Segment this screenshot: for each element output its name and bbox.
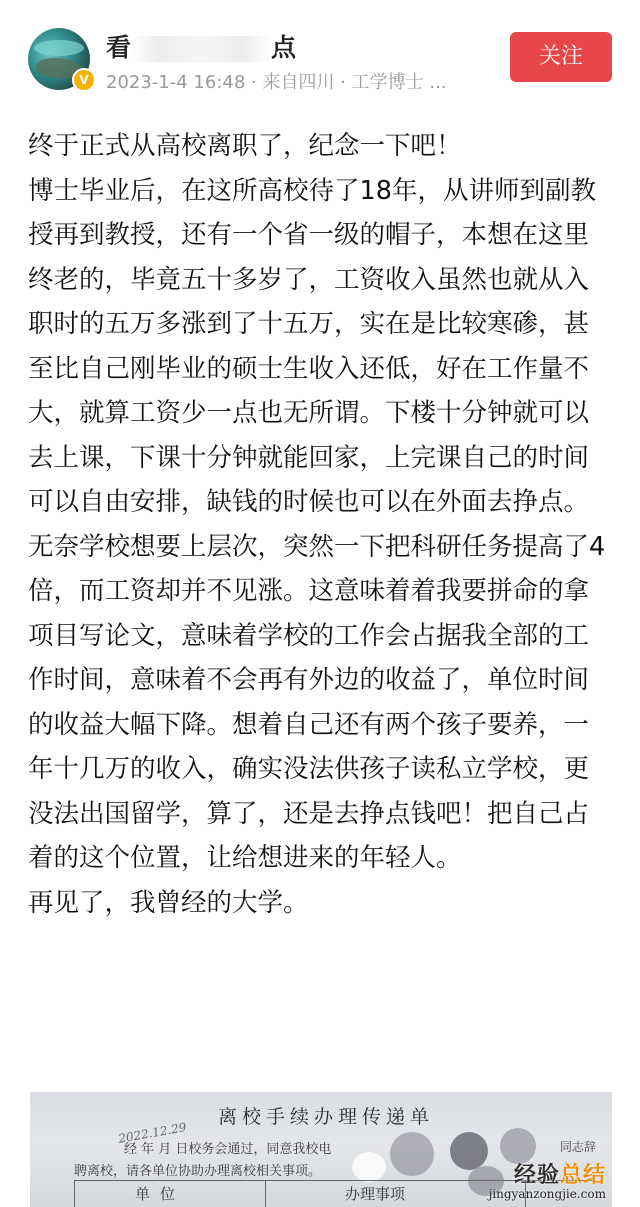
- document-blur-mask: [390, 1132, 434, 1176]
- follow-button[interactable]: 关注: [510, 32, 612, 82]
- document-line-1: 经 年 月 日校务会通过，同意我校电: [124, 1142, 332, 1157]
- watermark-logo-text: [489, 1163, 606, 1187]
- document-blur-mask: [450, 1132, 488, 1170]
- document-blur-mask: [352, 1152, 386, 1182]
- username-blur: [131, 36, 271, 62]
- verified-badge-icon: V: [72, 68, 96, 92]
- document-col-unit: 单位: [135, 1185, 186, 1203]
- document-blur-mask: [500, 1128, 536, 1164]
- post-body: [28, 124, 612, 925]
- post-meta: 2023-1-4 16:48 · 来自四川 · 工学博士 ...: [106, 72, 447, 93]
- watermark-part-2: 总结: [559, 1162, 606, 1188]
- document-handwriting: 2022.12.29: [117, 1120, 188, 1146]
- watermark-part-1: 经验: [513, 1162, 560, 1188]
- post-paragraph-1: 终于正式从高校离职了，纪念一下吧！: [28, 131, 462, 161]
- post-paragraph-3: 再见了，我曾经的大学。: [28, 887, 309, 918]
- watermark-url: jingyanzongjie.com: [488, 1187, 606, 1201]
- document-line-2: 聘离校，请各单位协助办理离校相关事项。: [74, 1164, 322, 1179]
- post-header: [0, 0, 640, 108]
- username[interactable]: [106, 28, 296, 64]
- document-title: 离校手续办理传递单: [218, 1106, 435, 1128]
- username-suffix: 点: [271, 33, 297, 62]
- site-watermark: [489, 1163, 606, 1201]
- username-prefix: 看: [106, 33, 132, 62]
- document-col-matters: 办理事项: [345, 1185, 406, 1203]
- post-paragraph-2: 博士毕业后，在这所高校待了18年，从讲师到副教授再到教授，还有一个省一级的帽子，本想在这里终老的，毕竟五十多岁了，工资收入虽然也就从入职时的五万多涨到了十五万，实在是比较寒碜，甚至比自己刚毕业的硕士生收入还低，好在工作量不大，就算工资少一点也无所谓。下楼十分钟就可以去上课，下课十分钟就能回家，上完课自己的时间可以自由安排，缺钱的时候也可以在外面去挣点。无奈学校想要上层次，突然一下把科研任务提高了4倍，而工资却并不见涨。这意味着着我要拼命的拿项目写论文，意味着学校的工作会占据我全部的工作时间，意味着不会再有外边的收益了，单位时间的收益大幅下降。想着自己还有两个孩子要养，一年十几万的收入，确实没法供孩子读私立学校，更没法出国留学，算了，还是去挣点钱吧！把自己占着的这个位置，让给想进来的年轻人。: [28, 175, 606, 873]
- document-photo[interactable]: [30, 1092, 612, 1207]
- avatar-water-shape: [34, 40, 84, 56]
- document-signature-text: 同志辞: [560, 1140, 597, 1154]
